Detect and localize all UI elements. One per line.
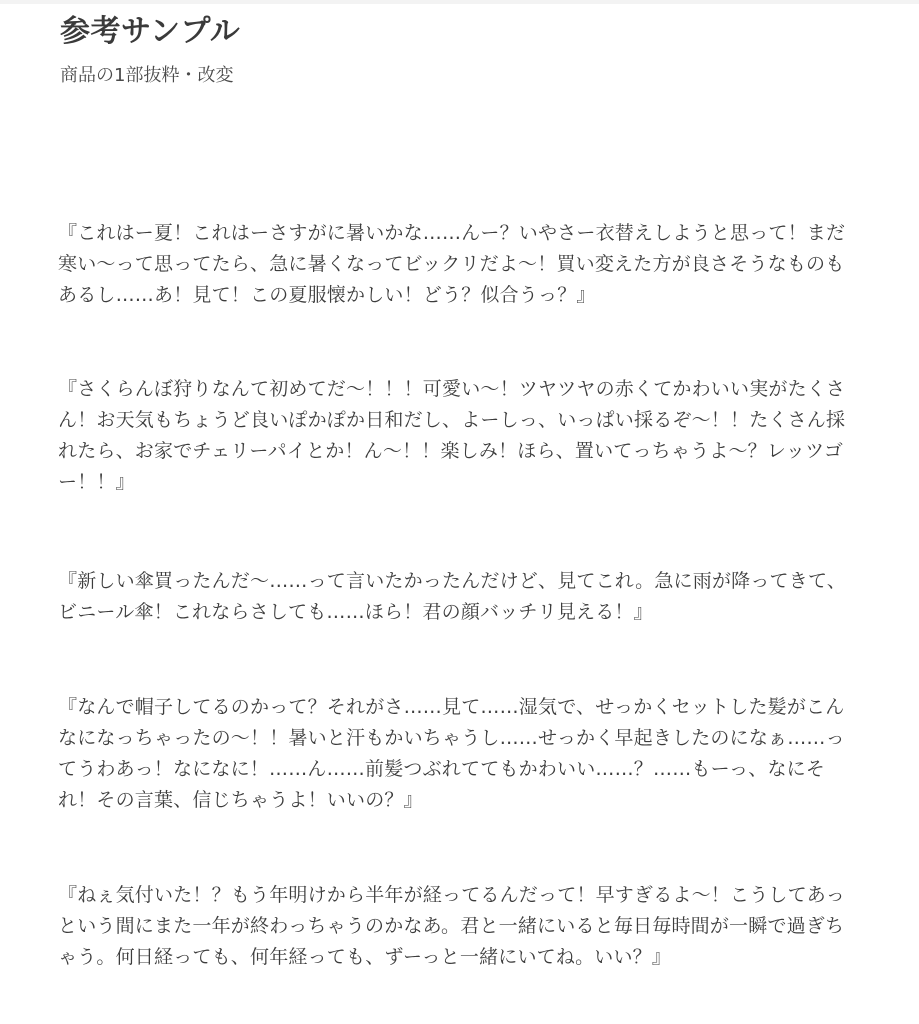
sample-paragraph-4: 『なんで帽子してるのかって？それがさ……見て……湿気で、せっかくセットした髪がこんなになっちゃったの〜！！暑いと汗もかいちゃうし……せっかく早起きしたのになぁ……ってうわあっ！なになに！……ん……前髪つぶれててもかわいい……？……もーっ、なにそれ！その言葉、信じちゃうよ！いいの？』 (58, 696, 845, 811)
page-header (60, 12, 860, 88)
page-title: 参考サンプル (60, 14, 241, 49)
sample-paragraph-3: 『新しい傘買ったんだ〜……って言いたかったんだけど、見てこれ。急に雨が降ってきて、ビニール傘！これならさしても……ほら！君の顔バッチリ見える！』 (58, 570, 846, 623)
sample-paragraph-5: 『ねぇ気付いた！？もう年明けから半年が経ってるんだって！早すぎるよ〜！こうしてあっという間にまた一年が終わっちゃうのかなあ。君と一緒にいると毎日毎時間が一瞬で過ぎちゃう。何日経っても、何年経っても、ずーっと一緒にいてね。いい？』 (58, 884, 846, 968)
page-subtitle: 商品の1部抜粋・改変 (60, 65, 234, 86)
sample-paragraph-1: 『これはー夏！これはーさすがに暑いかな……んー？いやさー衣替えしようと思って！まだ寒い〜って思ってたら、急に暑くなってビックリだよ〜！買い変えた方が良さそうなものもあるし……あ！見て！この夏服懐かしい！どう？似合うっ？』 (58, 222, 846, 306)
top-divider (0, 0, 919, 4)
sample-paragraph-2: 『さくらんぼ狩りなんて初めてだ〜！！！可愛い〜！ツヤツヤの赤くてかわいい実がたくさん！お天気もちょうど良いぽかぽか日和だし、よーしっ、いっぱい採るぞ〜！！たくさん採れたら、お家でチェリーパイとか！ん〜！！楽しみ！ほら、置いてっちゃうよ〜？レッツゴー！！』 (58, 378, 846, 493)
